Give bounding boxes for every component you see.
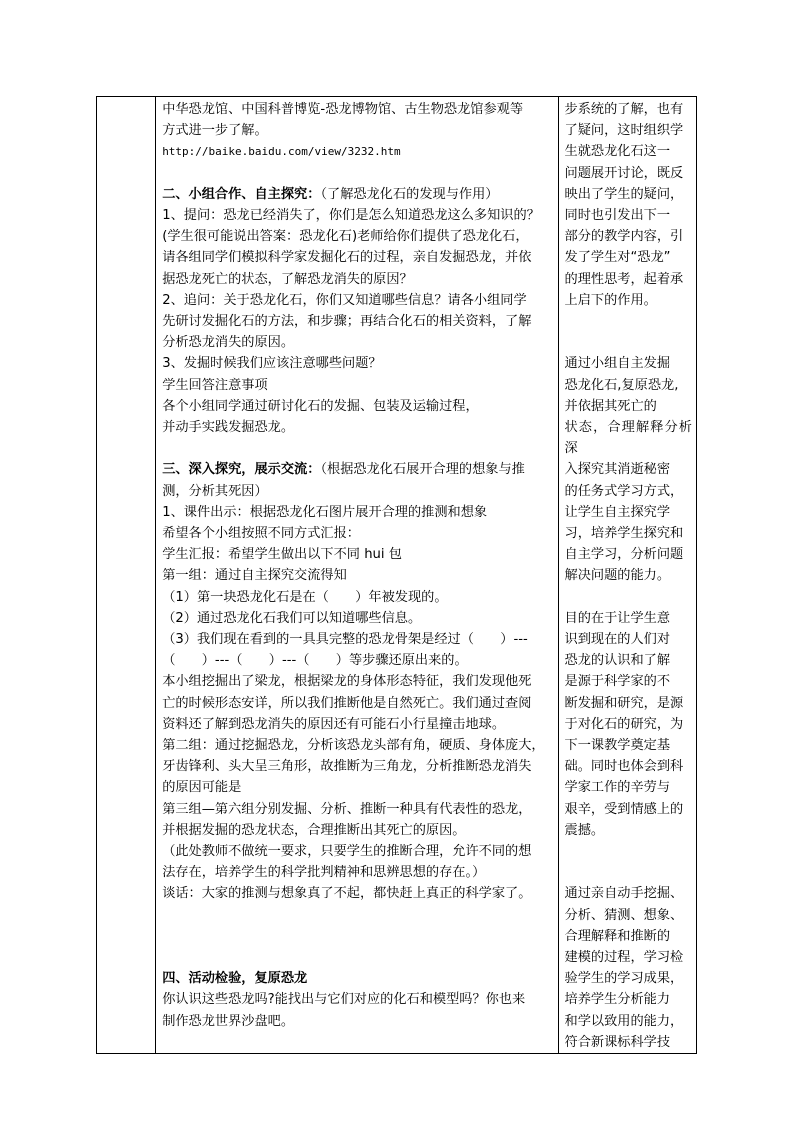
- section-2-line: 分析恐龙消失的原因。: [162, 335, 295, 351]
- section-2-line: 据恐龙死亡的状态，了解恐龙消失的原因？: [162, 271, 413, 287]
- intent-line: 发了学生对“恐龙”: [564, 250, 671, 266]
- intent-line: 建模的过程，学习检: [564, 950, 684, 966]
- intent-line: 上启下的作用。: [564, 292, 657, 308]
- section-4-line: 你认识这些恐龙吗?能找出与它们对应的化石和模型吗？你也来: [162, 992, 526, 1008]
- intent-line: 学家工作的辛劳与: [564, 780, 671, 796]
- section-3-note: （根据恐龙化石展开合理的想象与推: [320, 462, 525, 478]
- intent-line: 验学生的学习成果，: [564, 971, 684, 987]
- section-3-line: 第二组：通过挖掘恐龙，分析该恐龙头部有角，硬质、身体庞大，: [162, 738, 545, 754]
- intent-line: 步系统的了解，也有: [564, 102, 684, 117]
- intent-line: 解决问题的能力。: [564, 568, 671, 584]
- section-3-line: （3）我们现在看到的一具具完整的恐龙骨架是经过（ ）---: [162, 632, 528, 648]
- reference-url[interactable]: http://baike.baidu.com/view/3232.htm: [162, 145, 401, 159]
- section-2-heading: [162, 184, 553, 205]
- section-3-line: 谈话：大家的推测与想象真了不起，都快赶上真正的科学家了。: [162, 886, 532, 902]
- intent-line: 恐龙化石,复原恐龙,: [564, 377, 679, 393]
- intent-line: 震撼。: [564, 822, 605, 838]
- intent-line: 的理性思考，起着承: [564, 271, 684, 287]
- intent-line: 目的在于让学生意: [564, 610, 671, 626]
- intent-line: 分析、猜测、想象、: [564, 907, 684, 923]
- intent-line: 自主学习，分析问题: [564, 547, 684, 563]
- intro-line: 中华恐龙馆、中国科普博览-恐龙博物馆、古生物恐龙馆参观等: [162, 102, 524, 117]
- intent-line: 于对化石的研究，为: [564, 716, 684, 732]
- intent-line: 了疑问，这时组织学: [564, 123, 684, 139]
- intent-line: 映出了学生的疑问，: [564, 186, 684, 202]
- teaching-process-cell: [156, 97, 558, 1054]
- section-2-line: 学生回答注意事项: [162, 377, 268, 393]
- section-2-line: 1、提问：恐龙已经消失了，你们是怎么知道恐龙这么多知识的？: [162, 208, 540, 223]
- section-2-line: 并动手实践发掘恐龙。: [162, 420, 295, 436]
- section-3-note-cont: 测，分析其死因）: [162, 483, 268, 499]
- section-2-line: 先研讨发掘化石的方法，和步骤；再结合化石的相关资料，了解: [162, 314, 532, 330]
- section-3-line: 第三组—第六组分别发掘、分析、推断一种具有代表性的恐龙，: [162, 801, 532, 817]
- intent-line: 础。同时也体会到科: [564, 759, 684, 775]
- design-intent-cell: [558, 97, 696, 1054]
- section-2-line: 各个小组同学通过研讨化石的发掘、包装及运输过程，: [162, 398, 479, 414]
- section-3-heading: [162, 459, 553, 480]
- intent-line: 让学生自主探究学: [564, 504, 671, 520]
- section-3-line: 学生汇报：希望学生做出以下不同 hui 包: [162, 547, 402, 563]
- section-3-line: 并根据发掘的恐龙状态，合理推断出其死亡的原因。: [162, 822, 466, 838]
- section-3-line: 法存在，培养学生的科学批判精神和思辨思想的存在。）: [162, 865, 486, 881]
- intent-line: 识到现在的人们对: [564, 632, 671, 648]
- section-3-line: 第一组：通过自主探究交流得知: [162, 568, 347, 584]
- intent-line: 是源于科学家的不: [564, 674, 671, 690]
- lesson-plan-table: [96, 96, 697, 1054]
- section-3-line: 亡的时候形态安详，所以我们推断他是自然死亡。我们通过查阅: [162, 695, 532, 711]
- intent-line: 的任务式学习方式，: [564, 483, 684, 499]
- intent-line: 断发掘和研究，是源: [564, 695, 684, 711]
- section-2-title: 二、小组合作、自主探究：: [162, 186, 321, 202]
- section-2-line: 3、发掘时候我们应该注意哪些问题？: [162, 356, 382, 372]
- section-3-line: （1）第一块恐龙化石是在（ ）年被发现的。: [162, 589, 448, 605]
- section-2-note: （了解恐龙化石的发现与作用）: [320, 186, 499, 202]
- intent-line: 和学以致用的能力，: [564, 1013, 684, 1029]
- intent-line: 通过亲自动手挖掘、: [564, 886, 684, 902]
- section-3-line: （此处教师不做统一要求，只要学生的推断合理，允许不同的想: [162, 844, 532, 860]
- intent-line: 培养学生分析能力: [564, 992, 671, 1008]
- section-4-line: 制作恐龙世界沙盘吧。: [162, 1013, 295, 1029]
- intent-line: 合理解释和推断的: [564, 928, 671, 944]
- intent-line: 符合新课标科学技: [564, 1034, 671, 1050]
- intent-line: 入探究其消逝秘密: [564, 462, 671, 478]
- intro-line: 方式进一步了解。: [162, 123, 268, 139]
- section-4-heading: 四、活动检验，复原恐龙: [162, 971, 308, 987]
- intent-line: 通过小组自主发掘: [564, 356, 671, 372]
- intent-line: 艰辛，受到情感上的: [564, 801, 684, 817]
- intent-line: 并依据其死亡的: [564, 398, 657, 414]
- section-3-line: 希望各个小组按照不同方式汇报：: [162, 526, 360, 542]
- intent-line: 同时也引发出下一: [564, 208, 671, 224]
- section-3-line: 1、课件出示：根据恐龙化石图片展开合理的推测和想象: [162, 504, 488, 520]
- intent-line: 生就恐龙化石这一: [564, 144, 671, 160]
- section-3-line: （ ）---（ ）---（ ）等步骤还原出来的。: [162, 653, 468, 669]
- section-3-line: （2）通过恐龙化石我们可以知道哪些信息。: [162, 610, 422, 626]
- section-2-line: 请各组同学们模拟科学家发掘化石的过程，亲自发掘恐龙，并依: [162, 250, 532, 266]
- left-column-cell: [97, 97, 156, 1054]
- section-3-title: 三、深入探究，展示交流：: [162, 462, 321, 478]
- section-3-line: 的原因可能是: [162, 780, 242, 796]
- intent-line: 部分的教学内容，引: [564, 229, 684, 245]
- intent-line: 习，培养学生探究和: [564, 526, 684, 542]
- section-3-line: 牙齿锋利、头大呈三角形，故推断为三角龙，分析推断恐龙消失: [162, 759, 532, 775]
- intent-line: 恐龙的认识和了解: [564, 653, 671, 669]
- section-2-line: (学生很可能说出答案：恐龙化石)老师给你们提供了恐龙化石，: [162, 229, 529, 245]
- section-3-line: 资料还了解到恐龙消失的原因还有可能石小行星撞击地球。: [162, 716, 506, 732]
- section-2-line: 2、追问：关于恐龙化石，你们又知道哪些信息？请各小组同学: [162, 292, 527, 308]
- section-3-line: 本小组挖掘出了梁龙，根据梁龙的身体形态特征，我们发现他死: [162, 674, 532, 690]
- intent-line: 状态，合理解释分析深: [564, 420, 692, 457]
- intent-line: 问题展开讨论，既反: [564, 165, 684, 181]
- intent-line: 下一课教学奠定基: [564, 738, 671, 754]
